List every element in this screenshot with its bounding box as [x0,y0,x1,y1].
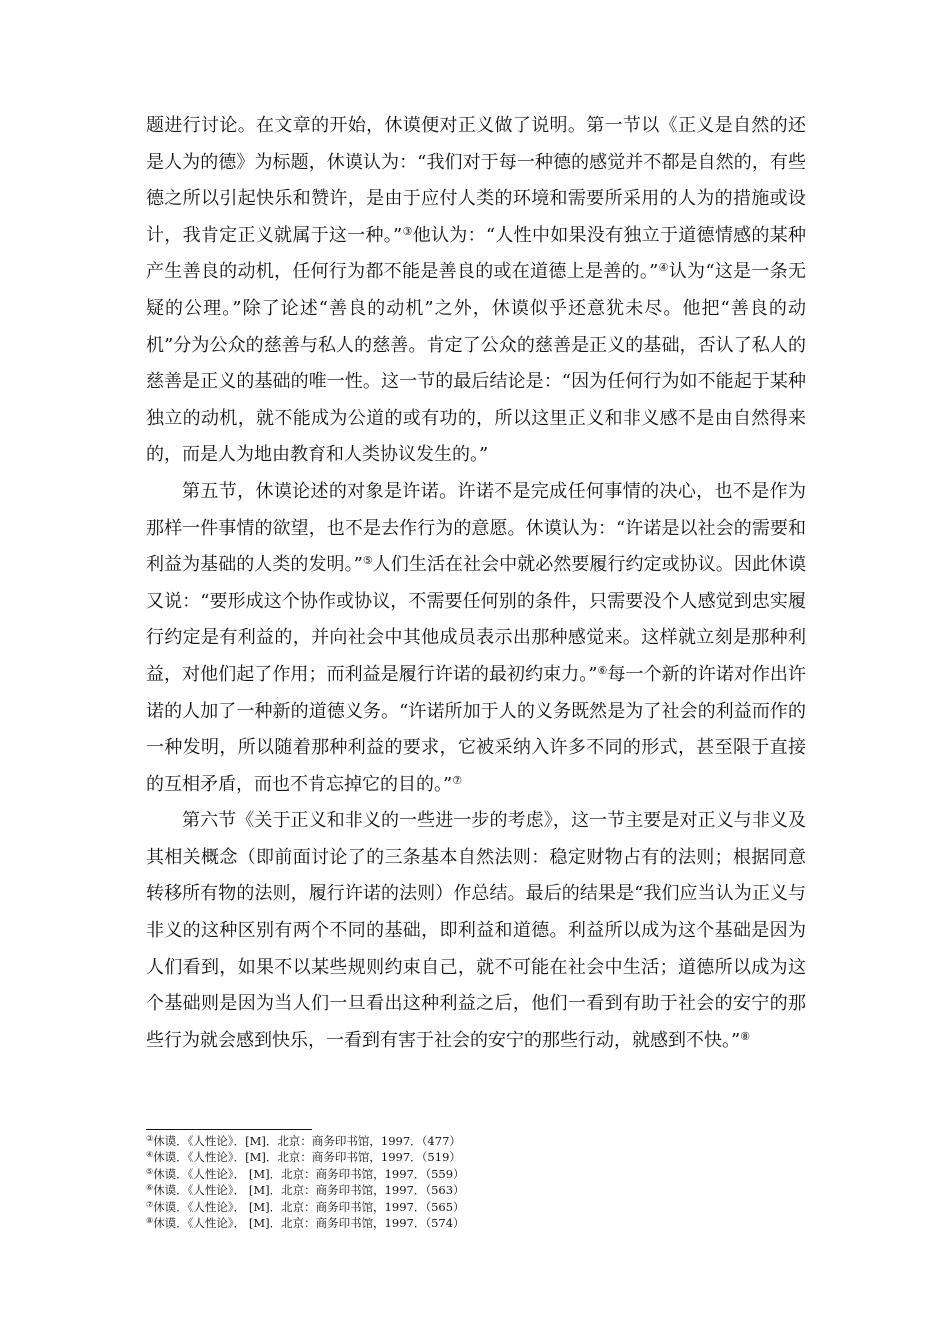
footnote-item [146,1133,786,1149]
footnote-list [146,1133,786,1231]
footnote-item [146,1215,786,1231]
paragraph-2 [146,474,806,803]
paragraph-3 [146,803,806,1059]
footnote-mark: ⑦ [146,1199,154,1209]
footnote-item [146,1166,786,1182]
footnote-divider [146,1129,312,1130]
paragraph-text: 他认为：“人性中如果没有独立于道德情感的某种产生善良的动机，任何行为都不能是善良的或在道德上是善的。” [146,224,807,283]
footnote-ref[interactable]: ③ [402,224,413,238]
paragraph-text: 第六节《关于正义和非义的一些进一步的考虑》，这一节主要是对正义与非义及其相关概念（即前面讨论了的三条基本自然法则：稳定财物占有的法则；根据同意转移所有物的法则，履行许诺的法则）作总结。最后的结果是“我们应当认为正义与非义的这种区别有两个不同的基础，即利益和道德。利益所以成为这个基础是因为人们看到，如果不以某些规则约束自己，就不可能在社会中生活；道德所以成为这个基础则是因为当人们一旦看出这种利益之后，他们一看到有助于社会的安宁的那些行为就会感到快乐，一看到有害于社会的安宁的那些行动，就感到不快。” [146,810,806,1051]
paragraph-text: 每一个新的许诺对作出许诺的人加了一种新的道德义务。“许诺所加于人的义务既然是为了社会的利益而作的一种发明，所以随着那种利益的要求，它被采纳入许多不同的形式，甚至限于直接的互相矛盾，而也不肯忘掉它的目的。” [146,663,806,795]
paragraph-text: 题进行讨论。在文章的开始，休谟便对正义做了说明。第一节以《正义是自然的还是人为的德》为标题，休谟认为：“我们对于每一种德的感觉并不都是自然的，有些德之所以引起快乐和赞许，是由于应付人类的环境和需要所采用的人为的措施或设计，我肯定正义就属于这一种。” [146,115,806,246]
footnote-mark: ⑥ [146,1183,154,1193]
footnote-ref[interactable]: ⑥ [597,663,608,677]
footnote-item [146,1149,786,1165]
footnote-text: 休谟．《人性论》．[M]．北京：商务印书馆，1997．（477） [153,1134,461,1148]
footnote-text: 休谟．《人性论》． [M]．北京：商务印书馆，1997．（574） [153,1216,465,1231]
footnote-item [146,1182,786,1198]
paragraph-text: 人们生活在社会中就必然要履行约定或协议。因此休谟又说：“要形成这个协作或协议，不需要任何别的条件，只需要没个人感觉到忠实履行约定是有利益的，并向社会中其他成员表示出那种感觉来。这样就立刻是那种利益，对他们起了作用；而利益是履行许诺的最初约束力。” [146,554,806,685]
footnote-ref[interactable]: ⑧ [740,1029,751,1043]
paragraph-text: 认为“这是一条无疑的公理。”除了论述“善良的动机”之外，休谟似乎还意犹未尽。他把“善良的动机”分为公众的慈善与私人的慈善。肯定了公众的慈善是正义的基础，否认了私人的慈善是正义的基础的唯一性。这一节的最后结论是：“因为任何行为如不能起于某种独立的动机，就不能成为公道的或有功的，所以这里正义和非义感不是由自然得来的，而是人为地由教育和人类协议发生的。” [146,261,806,466]
footnote-text: 休谟．《人性论》． [M]．北京：商务印书馆，1997．（559） [153,1166,465,1181]
footnote-text: 休谟．《人性论》．[M]．北京：商务印书馆，1997．（519） [153,1150,461,1165]
paragraph-1 [146,108,806,474]
footnote-mark: ⑤ [146,1166,154,1176]
footnote-mark: ④ [146,1150,154,1160]
footnote-text: 休谟．《人性论》． [M]．北京：商务印书馆，1997．（565） [153,1199,465,1214]
footnote-item [146,1199,786,1215]
footnote-mark: ③ [146,1134,154,1143]
footnote-ref[interactable]: ⑦ [452,773,463,787]
paragraph-text: 第五节，休谟论述的对象是许诺。许诺不是完成任何事情的决心，也不是作为那样一件事情的欲望，也不是去作行为的意愿。休谟认为：“许诺是以社会的需要和利益为基础的人类的发明。” [146,480,806,576]
footnote-mark: ⑧ [146,1216,154,1226]
footnote-ref[interactable]: ⑤ [362,554,373,568]
footnote-ref[interactable]: ④ [658,261,669,275]
footnote-text: 休谟．《人性论》． [M]．北京：商务印书馆，1997．（563） [153,1183,465,1198]
body-text [146,108,806,1059]
